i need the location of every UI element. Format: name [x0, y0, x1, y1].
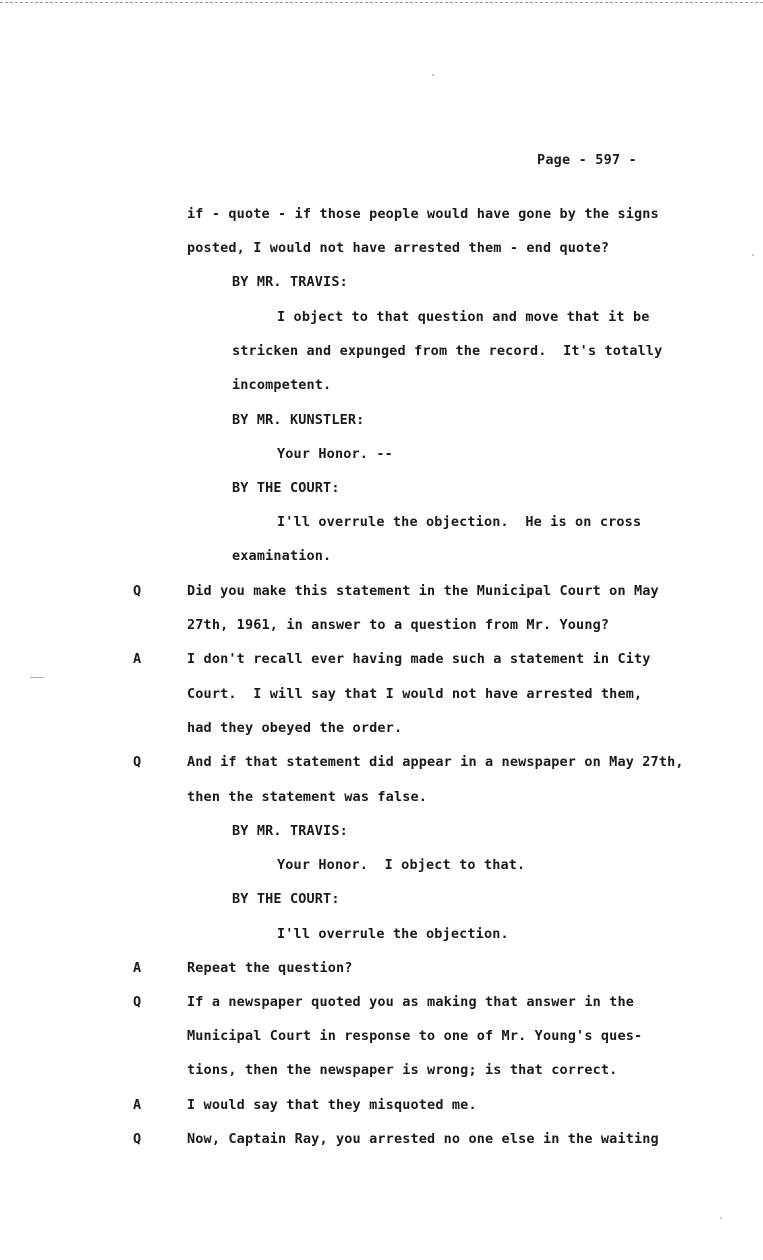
transcript-line: Repeat the question? [187, 960, 353, 976]
transcript-line: if - quote - if those people would have gone by the signs [187, 206, 659, 222]
page-number: Page - 597 - [537, 152, 637, 168]
transcript-line: had they obeyed the order. [187, 720, 403, 736]
transcript-line: incompetent. [232, 377, 332, 393]
transcript-line: Did you make this statement in the Municipal Court on May [187, 583, 659, 599]
scan-speck [432, 74, 434, 76]
speaker-label: BY THE COURT: [232, 480, 340, 496]
transcript-line: Court. I will say that I would not have arrested them, [187, 686, 643, 702]
transcript-line: I would say that they misquoted me. [187, 1097, 477, 1113]
margin-mark [30, 677, 44, 678]
transcript-line: stricken and expunged from the record. It's totally [232, 343, 663, 359]
speaker-label: BY MR. KUNSTLER: [232, 412, 365, 428]
scan-speck [752, 254, 754, 256]
question-marker: Q [133, 583, 142, 599]
transcript-line: posted, I would not have arrested them - end quote? [187, 240, 610, 256]
answer-marker: A [133, 651, 142, 667]
question-marker: Q [133, 994, 142, 1010]
transcript-line: I'll overrule the objection. [277, 926, 509, 942]
transcript-line: Municipal Court in response to one of Mr. Young's ques- [187, 1028, 643, 1044]
speaker-label: BY MR. TRAVIS: [232, 823, 348, 839]
answer-marker: A [133, 1097, 142, 1113]
transcript-line: Now, Captain Ray, you arrested no one else in the waiting [187, 1131, 659, 1147]
transcript-line: examination. [232, 548, 332, 564]
transcript-line: tions, then the newspaper is wrong; is that correct. [187, 1062, 618, 1078]
transcript-line: then the statement was false. [187, 789, 428, 805]
transcript-line: I don't recall ever having made such a statement in City [187, 651, 651, 667]
page-top-edge [0, 2, 763, 3]
scan-speck [720, 1217, 722, 1219]
speaker-label: BY MR. TRAVIS: [232, 274, 348, 290]
transcript-line: I'll overrule the objection. He is on cross [277, 514, 642, 530]
transcript-line: Your Honor. I object to that. [277, 857, 526, 873]
transcript-line: 27th, 1961, in answer to a question from Mr. Young? [187, 617, 610, 633]
transcript-line: Your Honor. -- [277, 446, 393, 462]
transcript-line: I object to that question and move that it be [277, 309, 650, 325]
transcript-line: And if that statement did appear in a newspaper on May 27th, [187, 754, 684, 770]
question-marker: Q [133, 1131, 142, 1147]
transcript-line: If a newspaper quoted you as making that answer in the [187, 994, 634, 1010]
question-marker: Q [133, 754, 142, 770]
answer-marker: A [133, 960, 142, 976]
speaker-label: BY THE COURT: [232, 891, 340, 907]
